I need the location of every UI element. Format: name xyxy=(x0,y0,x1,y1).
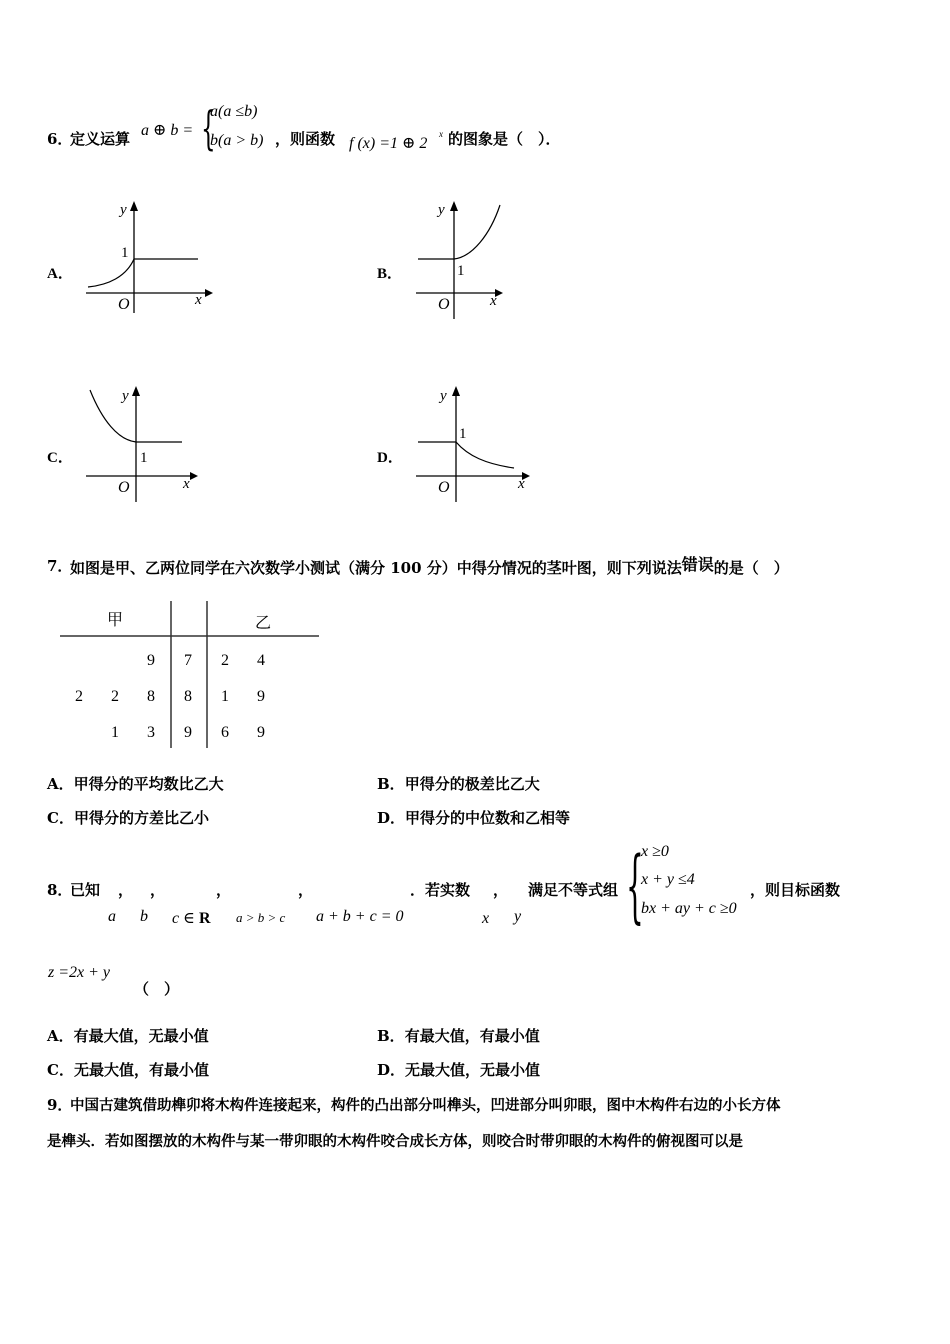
curve xyxy=(90,390,136,442)
q8-number: 8． xyxy=(47,881,73,899)
curve xyxy=(456,442,514,468)
q6-case2: b(a > b) xyxy=(210,132,264,149)
y-label: y xyxy=(440,388,447,404)
q8-var-b: b xyxy=(140,908,148,925)
leaf-right: 4 xyxy=(257,652,265,669)
q8-comma: ， xyxy=(216,881,232,899)
curve xyxy=(88,259,134,287)
y-label: y xyxy=(120,202,127,218)
q6-graph-a[interactable] xyxy=(80,195,220,320)
q7-number: 7． xyxy=(47,557,73,575)
q8-var-c: c ∈ R xyxy=(172,910,211,927)
leaf-right: 9 xyxy=(257,688,265,705)
x-label: x xyxy=(183,476,190,492)
q6-func-exp: x xyxy=(439,129,443,139)
q8-target: z =2x + y xyxy=(48,964,111,981)
q6-case1: a(a ≤b) xyxy=(210,103,258,120)
q8-sum: a + b + c = 0 xyxy=(316,908,404,925)
q6-op-lhs: a ⊕ b = xyxy=(141,122,194,139)
q7-option-a[interactable]: A．甲得分的平均数比乙大 xyxy=(47,775,224,793)
q6-option-c-label: C． xyxy=(47,450,73,466)
right-header: 乙 xyxy=(255,615,272,632)
q8-option-d[interactable]: D．无最大值，无最小值 xyxy=(377,1061,541,1079)
q6-option-b-label: B． xyxy=(377,266,403,282)
q8-option-b[interactable]: B．有最大值，有最小值 xyxy=(377,1027,540,1045)
origin-label: O xyxy=(118,296,130,313)
x-label: x xyxy=(490,293,497,309)
one-label: 1 xyxy=(457,263,465,279)
q8-comma: ， xyxy=(493,881,509,899)
leaf-right: 2 xyxy=(221,652,229,669)
leaf-left: 2 xyxy=(75,688,83,705)
left-header: 甲 xyxy=(107,612,124,629)
one-label: 1 xyxy=(121,245,129,261)
q8-ineq3: bx + ay + c ≥0 xyxy=(641,900,737,917)
x-axis-arrow-icon xyxy=(190,472,198,480)
q8-var-a: a xyxy=(108,908,116,925)
leaf-left: 8 xyxy=(147,688,155,705)
origin-label: O xyxy=(438,296,450,313)
x-label: x xyxy=(195,292,202,308)
q8-var-x: x xyxy=(482,910,490,927)
q7-option-b[interactable]: B．甲得分的极差比乙大 xyxy=(377,775,540,793)
q6-mid: ，则函数 xyxy=(275,130,336,148)
q6-option-d-label: D． xyxy=(377,450,403,466)
q7-text-highlight: 错误 xyxy=(681,555,714,574)
q7-option-d[interactable]: D．甲得分的中位数和乙相等 xyxy=(377,809,571,827)
q8-t3: ，则目标函数 xyxy=(750,881,841,899)
q9-line2: 是榫头．若如图摆放的木构件与某一带卯眼的木构件咬合成长方体，则咬合时带卯眼的木构件的俯视图可以是 xyxy=(47,1133,743,1150)
q7-option-c[interactable]: C．甲得分的方差比乙小 xyxy=(47,809,209,827)
q9-number: 9． xyxy=(47,1096,73,1114)
q8-brace: { xyxy=(626,839,644,932)
y-axis-arrow-icon xyxy=(132,386,140,396)
x-axis-arrow-icon xyxy=(205,289,213,297)
q7-stem-leaf-plot xyxy=(55,598,325,753)
leaf-right: 9 xyxy=(257,724,265,741)
q7-text: 如图是甲、乙两位同学在六次数学小测试（满分 100 分）中得分情况的茎叶图，则下列说法错误的是（ ） xyxy=(70,555,789,577)
q8-option-c[interactable]: C．无最大值，有最小值 xyxy=(47,1061,209,1079)
y-axis-arrow-icon xyxy=(452,386,460,396)
q8-comma: ， xyxy=(150,881,166,899)
curve xyxy=(454,205,500,259)
leaf-left: 3 xyxy=(147,724,155,741)
y-label: y xyxy=(122,388,129,404)
origin-label: O xyxy=(118,479,130,496)
q6-brace: { xyxy=(201,101,216,155)
leaf-right: 1 xyxy=(221,688,229,705)
q6-func: f (x) =1 ⊕ 2 xyxy=(349,135,428,152)
q9-line1: 中国古建筑借助榫卯将木构件连接起来，构件的凸出部分叫榫头，凹进部分叫卯眼，图中木构件右边的小长方体 xyxy=(70,1097,781,1114)
q8-comma: ， xyxy=(118,881,134,899)
q8-period: ．若实数 xyxy=(410,881,471,899)
stem: 8 xyxy=(184,688,192,705)
q6-graph-c[interactable] xyxy=(80,380,220,505)
y-axis-arrow-icon xyxy=(450,201,458,211)
x-label: x xyxy=(518,476,525,492)
q8-t1: 已知 xyxy=(70,881,101,899)
q6-number: 6． xyxy=(47,130,73,148)
q6-graph-b[interactable] xyxy=(410,195,550,320)
y-axis-arrow-icon xyxy=(130,201,138,211)
leaf-right: 6 xyxy=(221,724,229,741)
q8-order: a > b > c xyxy=(236,910,286,925)
q8-t2: 满足不等式组 xyxy=(528,881,619,899)
stem: 9 xyxy=(184,724,192,741)
q6-suffix: 的图象是（ ）． xyxy=(448,130,561,148)
q8-var-y: y xyxy=(514,908,522,925)
leaf-left: 1 xyxy=(111,724,119,741)
leaf-left: 2 xyxy=(111,688,119,705)
q8-ineq2: x + y ≤4 xyxy=(641,871,695,888)
leaf-left: 9 xyxy=(147,652,155,669)
q8-option-a[interactable]: A．有最大值，无最小值 xyxy=(47,1027,209,1045)
y-label: y xyxy=(438,202,445,218)
one-label: 1 xyxy=(459,426,467,442)
stem: 7 xyxy=(184,652,192,669)
q6-prefix: 定义运算 xyxy=(70,130,131,148)
q6-graph-d[interactable] xyxy=(410,380,550,505)
origin-label: O xyxy=(438,479,450,496)
q8-ineq1: x ≥0 xyxy=(641,843,669,860)
q8-paren: （ ） xyxy=(134,980,180,998)
q8-comma: ， xyxy=(298,881,314,899)
q6-option-a-label: A． xyxy=(47,266,73,282)
one-label: 1 xyxy=(140,450,148,466)
